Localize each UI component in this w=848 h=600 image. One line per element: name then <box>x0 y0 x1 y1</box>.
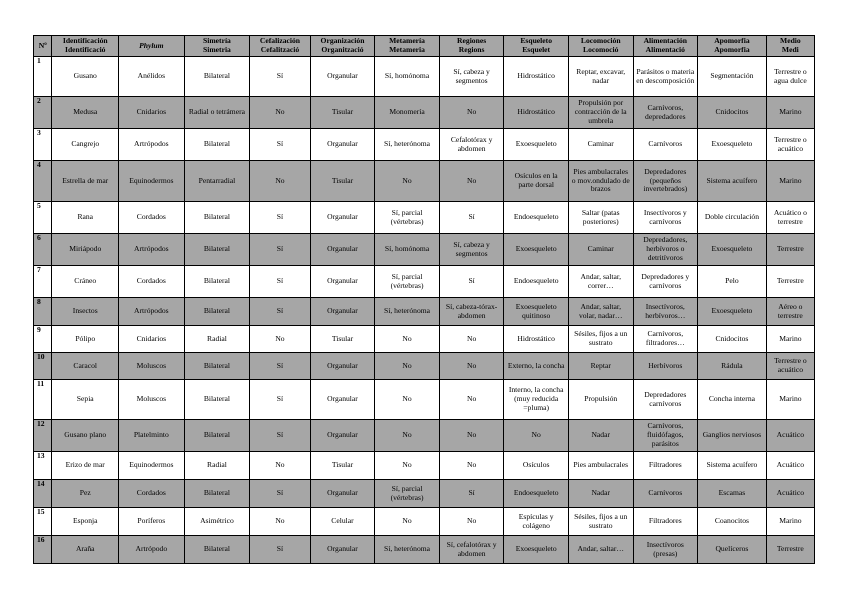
cell-simetria: Bilateral <box>184 129 250 161</box>
cell-esqueleto: Osículos en la parte dorsal <box>504 161 569 202</box>
header-phylum <box>119 36 185 57</box>
cell-simetria: Bilateral <box>184 202 250 234</box>
cell-cefalizacion: Sí <box>250 353 310 380</box>
header-organizacion <box>310 36 375 57</box>
cell-regiones: No <box>439 508 504 536</box>
header-cefalizacion <box>250 36 310 57</box>
cell-cefalizacion: Sí <box>250 129 310 161</box>
cell-organizacion: Celular <box>310 508 375 536</box>
cell-number: 5 <box>34 202 52 234</box>
header-medio <box>766 36 814 57</box>
cell-alimentacion: Depredadores (pequeños invertebrados) <box>633 161 698 202</box>
cell-esqueleto: Endoesqueleto <box>504 266 569 298</box>
cell-regiones: No <box>439 97 504 129</box>
cell-alimentacion: Insectívoros, herbívoros… <box>633 298 698 326</box>
cell-alimentacion: Depredadores y carnívoros <box>633 266 698 298</box>
cell-apomorfia: Cnidocitos <box>698 97 767 129</box>
cell-medio: Acuático <box>766 452 814 480</box>
table-row <box>34 234 815 266</box>
cell-phylum: Poríferos <box>119 508 185 536</box>
cell-apomorfia: Rádula <box>698 353 767 380</box>
header-label-catalan: Esquelet <box>522 45 551 54</box>
cell-medio: Terrestre <box>766 234 814 266</box>
cell-identificacion: Cangrejo <box>52 129 119 161</box>
cell-number: 8 <box>34 298 52 326</box>
cell-number: 7 <box>34 266 52 298</box>
cell-number: 4 <box>34 161 52 202</box>
cell-alimentacion: Insectívoros (presas) <box>633 536 698 564</box>
table-row <box>34 380 815 420</box>
header-identificacion <box>52 36 119 57</box>
cell-organizacion: Organular <box>310 266 375 298</box>
cell-locomocion: Propulsión <box>568 380 633 420</box>
cell-regiones: Sí, cabeza y segmentos <box>439 234 504 266</box>
cell-medio: Terrestre <box>766 266 814 298</box>
cell-alimentacion: Insectívoros y carnívoros <box>633 202 698 234</box>
cell-identificacion: Pólipo <box>52 326 119 353</box>
cell-locomocion: Andar, saltar, correr… <box>568 266 633 298</box>
header-alimentacion <box>633 36 698 57</box>
cell-cefalizacion: Sí <box>250 536 310 564</box>
cell-locomocion: Caminar <box>568 234 633 266</box>
cell-simetria: Asimétrico <box>184 508 250 536</box>
cell-esqueleto: Exoesqueleto <box>504 129 569 161</box>
cell-esqueleto: Osículos <box>504 452 569 480</box>
cell-apomorfia: Exoesqueleto <box>698 234 767 266</box>
table-row <box>34 480 815 508</box>
table-row <box>34 97 815 129</box>
cell-number: 2 <box>34 97 52 129</box>
cell-identificacion: Erizo de mar <box>52 452 119 480</box>
cell-organizacion: Tisular <box>310 326 375 353</box>
cell-alimentacion: Carnívoros <box>633 129 698 161</box>
cell-esqueleto: Hidrostático <box>504 57 569 97</box>
cell-esqueleto: Espículas y colágeno <box>504 508 569 536</box>
cell-phylum: Moluscos <box>119 380 185 420</box>
cell-medio: Terrestre <box>766 536 814 564</box>
cell-medio: Terrestre o agua dulce <box>766 57 814 97</box>
cell-esqueleto: Endoesqueleto <box>504 480 569 508</box>
cell-esqueleto: Hidrostático <box>504 97 569 129</box>
cell-phylum: Artrópodos <box>119 298 185 326</box>
header-regiones <box>439 36 504 57</box>
cell-simetria: Radial <box>184 326 250 353</box>
cell-locomocion: Nadar <box>568 480 633 508</box>
cell-medio: Marino <box>766 380 814 420</box>
cell-apomorfia: Quelíceros <box>698 536 767 564</box>
cell-cefalizacion: Sí <box>250 480 310 508</box>
cell-phylum: Cordados <box>119 480 185 508</box>
cell-metameria: No <box>375 452 440 480</box>
cell-cefalizacion: Sí <box>250 202 310 234</box>
cell-apomorfia: Pelo <box>698 266 767 298</box>
cell-apomorfia: Exoesqueleto <box>698 129 767 161</box>
cell-cefalizacion: Sí <box>250 420 310 452</box>
cell-number: 11 <box>34 380 52 420</box>
cell-metameria: Sí, heterónoma <box>375 536 440 564</box>
cell-esqueleto: Interno, la concha (muy reducida =pluma) <box>504 380 569 420</box>
table-row <box>34 298 815 326</box>
cell-simetria: Bilateral <box>184 298 250 326</box>
cell-metameria: No <box>375 508 440 536</box>
header-label: Identificación <box>62 36 108 46</box>
cell-locomocion: Saltar (patas posteriores) <box>568 202 633 234</box>
cell-identificacion: Miriápodo <box>52 234 119 266</box>
cell-identificacion: Rana <box>52 202 119 234</box>
cell-number: 10 <box>34 353 52 380</box>
cell-esqueleto: Hidrostático <box>504 326 569 353</box>
cell-apomorfia: Segmentación <box>698 57 767 97</box>
cell-organizacion: Organular <box>310 536 375 564</box>
cell-identificacion: Caracol <box>52 353 119 380</box>
cell-locomocion: Sésiles, fijos a un sustrato <box>568 508 633 536</box>
cell-apomorfia: Cnidocitos <box>698 326 767 353</box>
header-locomocion <box>568 36 633 57</box>
cell-cefalizacion: Sí <box>250 57 310 97</box>
header-esqueleto <box>504 36 569 57</box>
cell-alimentacion: Carnívoros, filtradores… <box>633 326 698 353</box>
cell-apomorfia: Sistema acuífero <box>698 452 767 480</box>
header-label-catalan: Metameria <box>389 45 425 54</box>
document-page <box>33 35 815 564</box>
header-label: Apomorfia <box>714 36 750 46</box>
cell-simetria: Bilateral <box>184 380 250 420</box>
cell-regiones: Sí <box>439 266 504 298</box>
cell-locomocion: Caminar <box>568 129 633 161</box>
cell-phylum: Artrópodos <box>119 234 185 266</box>
cell-simetria: Bilateral <box>184 480 250 508</box>
cell-simetria: Bilateral <box>184 536 250 564</box>
header-label-catalan: Apomorfia <box>714 45 750 54</box>
cell-number: 16 <box>34 536 52 564</box>
cell-metameria: No <box>375 420 440 452</box>
cell-alimentacion: Parásitos o materia en descomposición <box>633 57 698 97</box>
cell-alimentacion: Carnívoros <box>633 480 698 508</box>
cell-number: 15 <box>34 508 52 536</box>
cell-phylum: Cordados <box>119 202 185 234</box>
cell-phylum: Moluscos <box>119 353 185 380</box>
cell-medio: Marino <box>766 326 814 353</box>
cell-identificacion: Esponja <box>52 508 119 536</box>
cell-regiones: Sí, cefalotórax y abdomen <box>439 536 504 564</box>
cell-simetria: Bilateral <box>184 266 250 298</box>
animal-classification-table <box>33 35 815 564</box>
cell-metameria: Sí, parcial (vértebras) <box>375 480 440 508</box>
cell-cefalizacion: No <box>250 452 310 480</box>
table-row <box>34 266 815 298</box>
cell-esqueleto: Exoesqueleto quitinoso <box>504 298 569 326</box>
cell-organizacion: Organular <box>310 353 375 380</box>
cell-regiones: No <box>439 326 504 353</box>
cell-organizacion: Organular <box>310 420 375 452</box>
cell-esqueleto: Exoesqueleto <box>504 536 569 564</box>
cell-alimentacion: Filtradores <box>633 452 698 480</box>
cell-metameria: Monomería <box>375 97 440 129</box>
cell-metameria: Sí, heterónoma <box>375 129 440 161</box>
cell-metameria: Sí, homónoma <box>375 234 440 266</box>
cell-medio: Acuático o terrestre <box>766 202 814 234</box>
header-label: Metamería <box>389 36 425 46</box>
cell-apomorfia: Coanocitos <box>698 508 767 536</box>
cell-identificacion: Cráneo <box>52 266 119 298</box>
table-row <box>34 536 815 564</box>
cell-locomocion: Propulsión por contracción de la umbrela <box>568 97 633 129</box>
cell-metameria: Sí, parcial (vértebras) <box>375 202 440 234</box>
cell-number: 1 <box>34 57 52 97</box>
cell-identificacion: Insectos <box>52 298 119 326</box>
cell-locomocion: Reptar <box>568 353 633 380</box>
cell-phylum: Artrópodo <box>119 536 185 564</box>
cell-phylum: Equinodermos <box>119 452 185 480</box>
table-row <box>34 452 815 480</box>
cell-metameria: Sí, parcial (vértebras) <box>375 266 440 298</box>
header-label-catalan: Regions <box>458 45 485 54</box>
cell-identificacion: Gusano <box>52 57 119 97</box>
header-simetria <box>184 36 250 57</box>
cell-regiones: Sí <box>439 480 504 508</box>
table-row <box>34 508 815 536</box>
cell-phylum: Cnidarios <box>119 97 185 129</box>
cell-phylum: Anélidos <box>119 57 185 97</box>
cell-organizacion: Organular <box>310 298 375 326</box>
cell-identificacion: Sepia <box>52 380 119 420</box>
header-label-catalan: Organització <box>321 45 364 54</box>
header-label-catalan: Identificació <box>64 45 106 54</box>
header-label: Regiones <box>457 36 487 46</box>
cell-simetria: Pentarradial <box>184 161 250 202</box>
table-row <box>34 353 815 380</box>
cell-apomorfia: Doble circulación <box>698 202 767 234</box>
cell-metameria: No <box>375 326 440 353</box>
cell-organizacion: Tisular <box>310 452 375 480</box>
cell-number: 9 <box>34 326 52 353</box>
cell-organizacion: Organular <box>310 380 375 420</box>
cell-medio: Acuático <box>766 480 814 508</box>
header-number <box>34 36 52 57</box>
cell-locomocion: Andar, saltar, volar, nadar… <box>568 298 633 326</box>
header-metameria <box>375 36 440 57</box>
cell-number: 3 <box>34 129 52 161</box>
cell-apomorfia: Sistema acuífero <box>698 161 767 202</box>
cell-apomorfia: Concha interna <box>698 380 767 420</box>
header-label-catalan: Medi <box>781 45 799 54</box>
cell-cefalizacion: Sí <box>250 298 310 326</box>
cell-identificacion: Gusano plano <box>52 420 119 452</box>
cell-phylum: Cordados <box>119 266 185 298</box>
cell-alimentacion: Herbívoros <box>633 353 698 380</box>
cell-alimentacion: Depredadores, herbívoros o detritívoros <box>633 234 698 266</box>
cell-alimentacion: Depredadores carnívoros <box>633 380 698 420</box>
cell-identificacion: Medusa <box>52 97 119 129</box>
cell-metameria: Sí, homónoma <box>375 57 440 97</box>
header-label: Nº <box>38 40 47 50</box>
cell-regiones: Sí, cabeza y segmentos <box>439 57 504 97</box>
header-label: Simetría <box>203 36 231 46</box>
cell-regiones: No <box>439 161 504 202</box>
header-label-catalan: Alimentació <box>645 45 685 54</box>
cell-locomocion: Pies ambulacrales <box>568 452 633 480</box>
cell-cefalizacion: Sí <box>250 234 310 266</box>
cell-locomocion: Reptar, excavar, nadar <box>568 57 633 97</box>
cell-medio: Acuático <box>766 420 814 452</box>
cell-cefalizacion: No <box>250 161 310 202</box>
cell-simetria: Radial <box>184 452 250 480</box>
cell-identificacion: Estrella de mar <box>52 161 119 202</box>
table-body <box>34 57 815 564</box>
header-label: Alimentación <box>643 36 688 46</box>
cell-medio: Aéreo o terrestre <box>766 298 814 326</box>
cell-locomocion: Sésiles, fijos a un sustrato <box>568 326 633 353</box>
table-row <box>34 161 815 202</box>
cell-alimentacion: Filtradores <box>633 508 698 536</box>
header-apomorfia <box>698 36 767 57</box>
cell-regiones: No <box>439 452 504 480</box>
cell-metameria: No <box>375 353 440 380</box>
cell-phylum: Platelminto <box>119 420 185 452</box>
cell-simetria: Bilateral <box>184 420 250 452</box>
cell-apomorfia: Exoesqueleto <box>698 298 767 326</box>
cell-cefalizacion: No <box>250 97 310 129</box>
cell-simetria: Bilateral <box>184 234 250 266</box>
cell-metameria: No <box>375 161 440 202</box>
table-row <box>34 420 815 452</box>
cell-regiones: No <box>439 420 504 452</box>
table-row <box>34 202 815 234</box>
header-label: Medio <box>780 36 801 46</box>
cell-cefalizacion: No <box>250 326 310 353</box>
header-label-catalan: Locomoció <box>583 45 619 54</box>
cell-organizacion: Organular <box>310 480 375 508</box>
cell-metameria: Sí, heterónoma <box>375 298 440 326</box>
cell-apomorfia: Escamas <box>698 480 767 508</box>
cell-esqueleto: Externo, la concha <box>504 353 569 380</box>
header-label-catalan: Simetria <box>203 45 231 54</box>
cell-organizacion: Organular <box>310 234 375 266</box>
table-header-row <box>34 36 815 57</box>
cell-organizacion: Organular <box>310 202 375 234</box>
header-label: Esqueleto <box>520 36 552 46</box>
cell-regiones: No <box>439 380 504 420</box>
cell-medio: Marino <box>766 161 814 202</box>
table-row <box>34 326 815 353</box>
cell-simetria: Bilateral <box>184 57 250 97</box>
cell-locomocion: Pies ambulacrales o mov.ondulado de brazos <box>568 161 633 202</box>
cell-cefalizacion: Sí <box>250 380 310 420</box>
cell-identificacion: Pez <box>52 480 119 508</box>
header-label: Phylum <box>139 40 164 50</box>
header-label: Locomoción <box>580 36 621 46</box>
cell-medio: Marino <box>766 508 814 536</box>
cell-regiones: Sí, cabeza-tórax-abdomen <box>439 298 504 326</box>
cell-regiones: Sí <box>439 202 504 234</box>
cell-organizacion: Organular <box>310 129 375 161</box>
cell-metameria: No <box>375 380 440 420</box>
cell-simetria: Radial o tetrámera <box>184 97 250 129</box>
cell-simetria: Bilateral <box>184 353 250 380</box>
cell-number: 13 <box>34 452 52 480</box>
cell-phylum: Artrópodos <box>119 129 185 161</box>
cell-locomocion: Nadar <box>568 420 633 452</box>
cell-apomorfia: Ganglios nerviosos <box>698 420 767 452</box>
cell-esqueleto: Exoesqueleto <box>504 234 569 266</box>
cell-number: 12 <box>34 420 52 452</box>
cell-esqueleto: No <box>504 420 569 452</box>
cell-organizacion: Organular <box>310 57 375 97</box>
cell-organizacion: Tisular <box>310 97 375 129</box>
cell-locomocion: Andar, saltar… <box>568 536 633 564</box>
cell-cefalizacion: No <box>250 508 310 536</box>
cell-cefalizacion: Sí <box>250 266 310 298</box>
cell-regiones: No <box>439 353 504 380</box>
cell-number: 14 <box>34 480 52 508</box>
cell-alimentacion: Carnívoros, fluidófagos, parásitos <box>633 420 698 452</box>
header-label-catalan: Cefalització <box>260 45 300 54</box>
cell-number: 6 <box>34 234 52 266</box>
cell-phylum: Equinodermos <box>119 161 185 202</box>
table-row <box>34 129 815 161</box>
cell-alimentacion: Carnívoros, depredadores <box>633 97 698 129</box>
header-label: Organización <box>320 36 365 46</box>
header-label: Cefalización <box>259 36 300 46</box>
cell-medio: Marino <box>766 97 814 129</box>
cell-medio: Terrestre o acuático <box>766 129 814 161</box>
table-row <box>34 57 815 97</box>
cell-regiones: Cefalotórax y abdomen <box>439 129 504 161</box>
cell-medio: Terrestre o acuático <box>766 353 814 380</box>
cell-organizacion: Tisular <box>310 161 375 202</box>
cell-phylum: Cnidarios <box>119 326 185 353</box>
cell-esqueleto: Endoesqueleto <box>504 202 569 234</box>
cell-identificacion: Araña <box>52 536 119 564</box>
